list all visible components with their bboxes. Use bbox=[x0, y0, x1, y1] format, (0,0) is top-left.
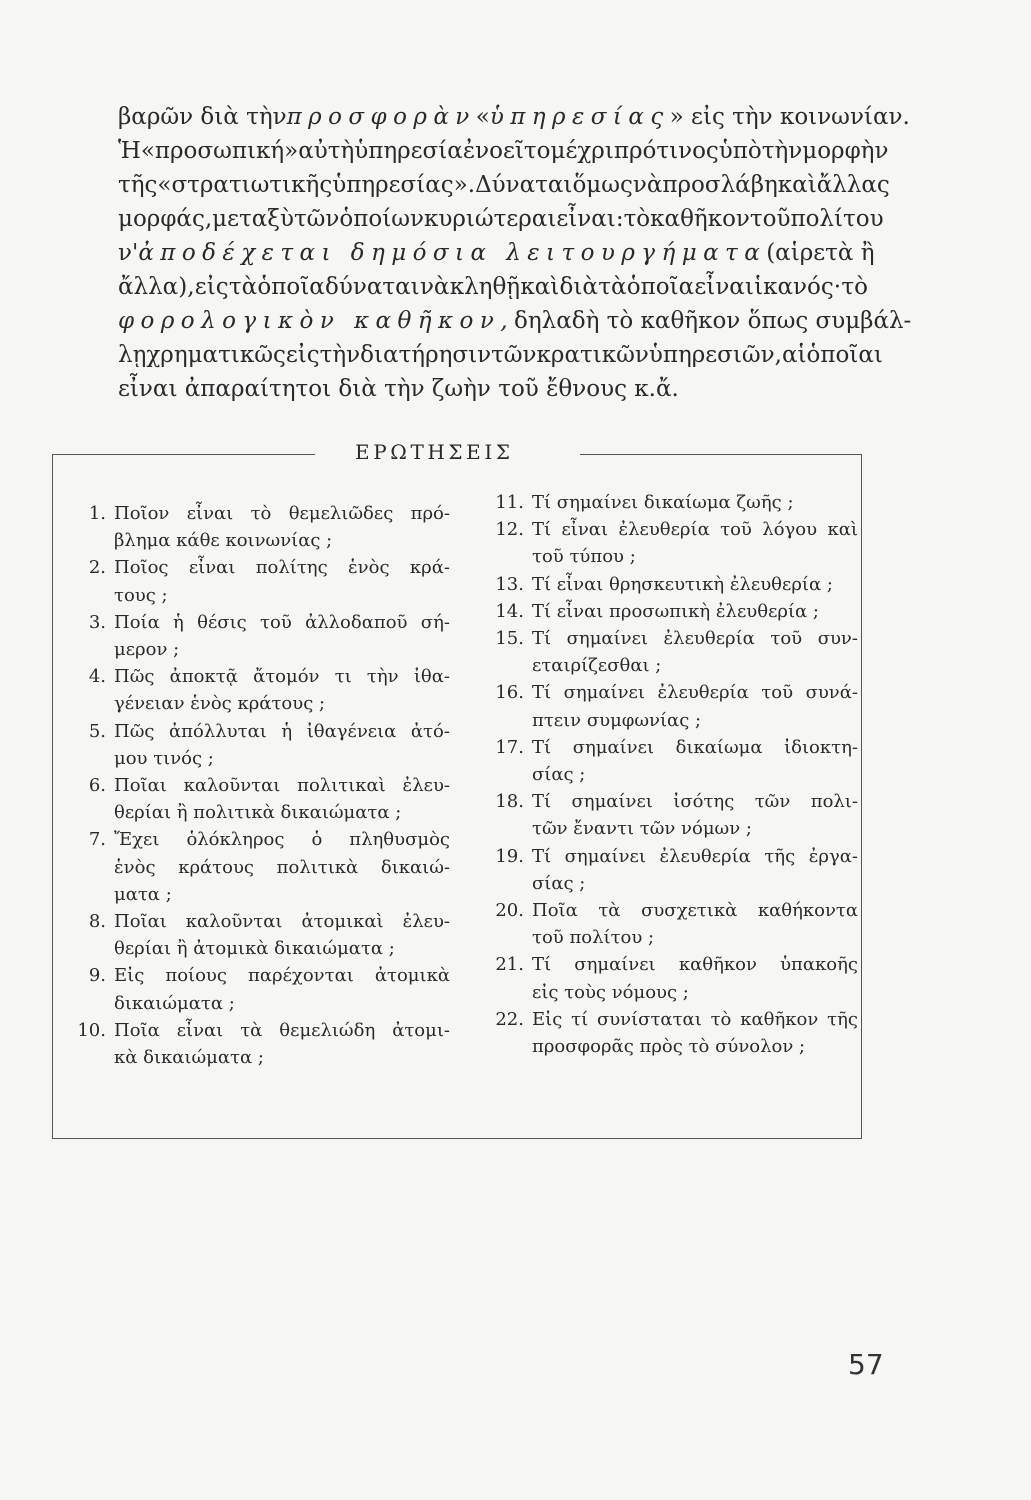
question-line: Πῶς ἀπόλλυται ἡ ἰθαγένεια ἀτό- bbox=[114, 720, 450, 742]
question-line: Τί σημαίνει ἐλευθερία τοῦ συν- bbox=[532, 628, 858, 650]
question-line: μου τινός ; bbox=[114, 747, 214, 769]
question-text bbox=[114, 908, 450, 962]
question-line: Ποῖα εἶναι τὰ θεμελιώδη ἀτομι- bbox=[114, 1019, 450, 1041]
question-text bbox=[532, 625, 858, 679]
question-text bbox=[532, 489, 858, 516]
question-item bbox=[70, 718, 450, 772]
question-number: 1. bbox=[88, 503, 106, 524]
question-item bbox=[488, 679, 858, 733]
question-item bbox=[488, 734, 858, 788]
question-item bbox=[488, 1006, 858, 1060]
question-item bbox=[488, 843, 858, 897]
question-line: Ποῖος εἶναι πολίτης ἑνὸς κρά- bbox=[114, 557, 450, 579]
question-number: 22. bbox=[495, 1008, 524, 1030]
question-line: Ποῖον εἶναι τὸ θεμελιῶδες πρό- bbox=[114, 503, 450, 524]
question-number: 4. bbox=[88, 666, 106, 688]
question-text bbox=[114, 1017, 450, 1071]
question-number: 6. bbox=[88, 775, 106, 797]
question-item bbox=[488, 598, 858, 625]
body-paragraph bbox=[118, 100, 912, 406]
question-line: τοῦ πολίτου ; bbox=[532, 927, 655, 949]
question-item bbox=[488, 489, 858, 516]
question-number: 15. bbox=[495, 628, 524, 650]
question-line: εἰς τοὺς νόμους ; bbox=[532, 981, 689, 1003]
text-run: ν' bbox=[118, 240, 139, 266]
question-number: 13. bbox=[495, 573, 524, 595]
question-item bbox=[488, 625, 858, 679]
question-number: 12. bbox=[495, 519, 524, 541]
question-text bbox=[532, 571, 858, 598]
question-text bbox=[114, 663, 450, 717]
text-run: εἶναι ἀπαραίτητοι διὰ τὴν ζωὴν τοῦ ἔθνους κ.ἄ. bbox=[118, 376, 679, 402]
question-number: 2. bbox=[88, 557, 106, 579]
question-number: 19. bbox=[495, 845, 524, 867]
question-item bbox=[70, 663, 450, 717]
question-text bbox=[114, 772, 450, 826]
question-line: σίας ; bbox=[532, 872, 586, 894]
question-line: προσφορᾶς πρὸς τὸ σύνολον ; bbox=[532, 1036, 806, 1058]
question-line: Τί σημαίνει ἰσότης τῶν πολι- bbox=[532, 791, 858, 813]
question-item bbox=[488, 897, 858, 951]
question-line: Ποῖαι καλοῦνται ἀτομικαὶ ἐλευ- bbox=[114, 911, 450, 933]
question-item bbox=[488, 951, 858, 1005]
question-line: Τί σημαίνει δικαίωμα ζωῆς ; bbox=[532, 492, 794, 513]
question-text bbox=[114, 500, 450, 554]
question-line: ἑνὸς κράτους πολιτικὰ δικαιώ- bbox=[114, 856, 450, 878]
spaced-emphasis: προσφορὰν bbox=[286, 104, 476, 130]
question-text bbox=[532, 897, 858, 951]
question-line: θερίαι ἢ πολιτικὰ δικαιώματα ; bbox=[114, 802, 402, 824]
question-item bbox=[70, 1017, 450, 1071]
question-text bbox=[114, 554, 450, 608]
questions-left-column bbox=[70, 500, 450, 1071]
question-line: γένειαν ἑνὸς κράτους ; bbox=[114, 693, 326, 715]
question-text bbox=[532, 516, 858, 570]
question-number: 10. bbox=[77, 1019, 106, 1041]
question-item bbox=[488, 571, 858, 598]
question-number: 3. bbox=[88, 611, 106, 633]
question-number: 17. bbox=[495, 736, 524, 758]
questions-right-column bbox=[488, 489, 858, 1060]
paragraph-line: τῆς «στρατιωτικῆς ὑπηρεσίας». Δύναται ὅμως νὰ προσλάβη καὶ ἄλλας bbox=[118, 172, 890, 198]
question-number: 9. bbox=[88, 965, 106, 987]
question-line: Τί σημαίνει καθῆκον ὑπακοῆς bbox=[532, 954, 858, 976]
question-line: κὰ δικαιώματα ; bbox=[114, 1047, 264, 1069]
question-line: Τί σημαίνει ἐλευθερία τῆς ἐργα- bbox=[532, 845, 858, 867]
text-run: (αἱρετὰ ἢ bbox=[766, 240, 875, 266]
question-text bbox=[532, 1006, 858, 1060]
question-item bbox=[70, 772, 450, 826]
spaced-emphasis: ἀποδέχεται δημόσια λειτουργήματα bbox=[138, 240, 767, 266]
question-line: Τί εἶναι προσωπικὴ ἐλευθερία ; bbox=[532, 600, 819, 622]
question-item bbox=[70, 962, 450, 1016]
question-item bbox=[488, 788, 858, 842]
question-number: 8. bbox=[88, 911, 106, 933]
question-text bbox=[114, 962, 450, 1016]
question-number: 16. bbox=[495, 682, 524, 704]
question-text bbox=[114, 609, 450, 663]
question-text bbox=[532, 951, 858, 1005]
question-item bbox=[70, 908, 450, 962]
question-item bbox=[488, 516, 858, 570]
question-line: Ποῖαι καλοῦνται πολιτικαὶ ἐλευ- bbox=[114, 775, 450, 797]
text-run: δηλαδὴ τὸ καθῆκον ὅπως συμβάλ- bbox=[514, 308, 912, 334]
spaced-emphasis: ὑπηρεσίας bbox=[489, 104, 670, 130]
text-run: βαρῶν διὰ τὴν bbox=[118, 104, 287, 130]
paragraph-line bbox=[118, 304, 912, 338]
paragraph-line bbox=[118, 372, 868, 406]
question-text bbox=[532, 788, 858, 842]
question-line: τοῦ τύπου ; bbox=[532, 546, 636, 568]
question-line: Ποία ἡ θέσις τοῦ ἀλλοδαποῦ σή- bbox=[114, 611, 450, 633]
question-text bbox=[114, 826, 450, 908]
text-run: « bbox=[475, 104, 490, 130]
question-line: εταιρίζεσθαι ; bbox=[532, 655, 662, 677]
question-number: 11. bbox=[495, 492, 524, 513]
question-line: Πῶς ἀποκτᾷ ἄτομόν τι τὴν ἰθα- bbox=[114, 666, 450, 688]
question-line: Ἔχει ὁλόκληρος ὁ πληθυσμὸς bbox=[114, 829, 450, 851]
question-line: ματα ; bbox=[114, 883, 172, 905]
question-number: 20. bbox=[495, 900, 524, 922]
question-line: Εἰς ποίους παρέχονται ἀτομικὰ bbox=[114, 965, 450, 987]
question-item bbox=[70, 500, 450, 554]
question-line: Εἰς τί συνίσταται τὸ καθῆκον τῆς bbox=[532, 1008, 858, 1030]
question-line: Τί εἶναι θρησκευτικὴ ἐλευθερία ; bbox=[532, 573, 833, 595]
text-run: » εἰς τὴν κοινωνίαν. bbox=[669, 104, 910, 130]
question-text bbox=[532, 734, 858, 788]
paragraph-line: Ἡ «προσωπική» αὐτὴ ὑπηρεσία ἐνοεῖτο μέχρι πρό τινος ὑπὸ τὴν μορφὴν bbox=[118, 138, 889, 164]
question-item bbox=[70, 554, 450, 608]
question-number: 21. bbox=[495, 954, 524, 976]
question-line: Τί σημαίνει ἐλευθερία τοῦ συνά- bbox=[532, 682, 858, 704]
question-line: Ποῖα τὰ συσχετικὰ καθήκοντα bbox=[532, 900, 858, 922]
question-line: Τί σημαίνει δικαίωμα ἰδιοκτη- bbox=[532, 736, 858, 758]
paragraph-line: λῃ χρηματικῶς εἰς τὴν διατήρησιν τῶν κρατικῶν ὑπηρεσιῶν, αἱ ὁποῖαι bbox=[118, 342, 883, 368]
question-text bbox=[532, 843, 858, 897]
question-text bbox=[532, 679, 858, 733]
paragraph-line: ἄλλα), εἰς τὰ ὁποῖα δύναται νὰ κληθῇ καὶ διὰ τὰ ὁποῖα εἶναι ἱκανός· τὸ bbox=[118, 274, 868, 300]
question-item bbox=[70, 826, 450, 908]
page-number: 57 bbox=[848, 1348, 884, 1381]
paragraph-line: μορφάς, μεταξὺ τῶν ὁποίων κυριώτεραι εἶναι : τὸ καθῆκον τοῦ πολίτου bbox=[118, 206, 884, 232]
spaced-emphasis: φορολογικὸν καθῆκον, bbox=[118, 308, 514, 334]
question-number: 18. bbox=[495, 791, 524, 813]
question-line: Τί εἶναι ἐλευθερία τοῦ λόγου καὶ bbox=[532, 519, 858, 541]
question-line: τους ; bbox=[114, 584, 168, 606]
question-number: 7. bbox=[88, 829, 106, 851]
question-line: δικαιώματα ; bbox=[114, 992, 235, 1014]
question-line: τῶν ἔναντι τῶν νόμων ; bbox=[532, 818, 752, 840]
question-number: 14. bbox=[495, 600, 524, 622]
paragraph-line bbox=[118, 100, 910, 134]
questions-heading: ΕΡΩΤΗΣΕΙΣ bbox=[355, 440, 514, 464]
question-line: θερίαι ἢ ἀτομικὰ δικαιώματα ; bbox=[114, 938, 395, 960]
question-number: 5. bbox=[88, 720, 106, 742]
question-line: πτειν συμφωνίας ; bbox=[532, 709, 702, 731]
question-text bbox=[532, 598, 858, 625]
question-line: σίας ; bbox=[532, 764, 586, 786]
question-text bbox=[114, 718, 450, 772]
question-line: βλημα κάθε κοινωνίας ; bbox=[114, 530, 333, 552]
paragraph-line bbox=[118, 236, 875, 270]
question-item bbox=[70, 609, 450, 663]
question-line: μερον ; bbox=[114, 639, 180, 661]
